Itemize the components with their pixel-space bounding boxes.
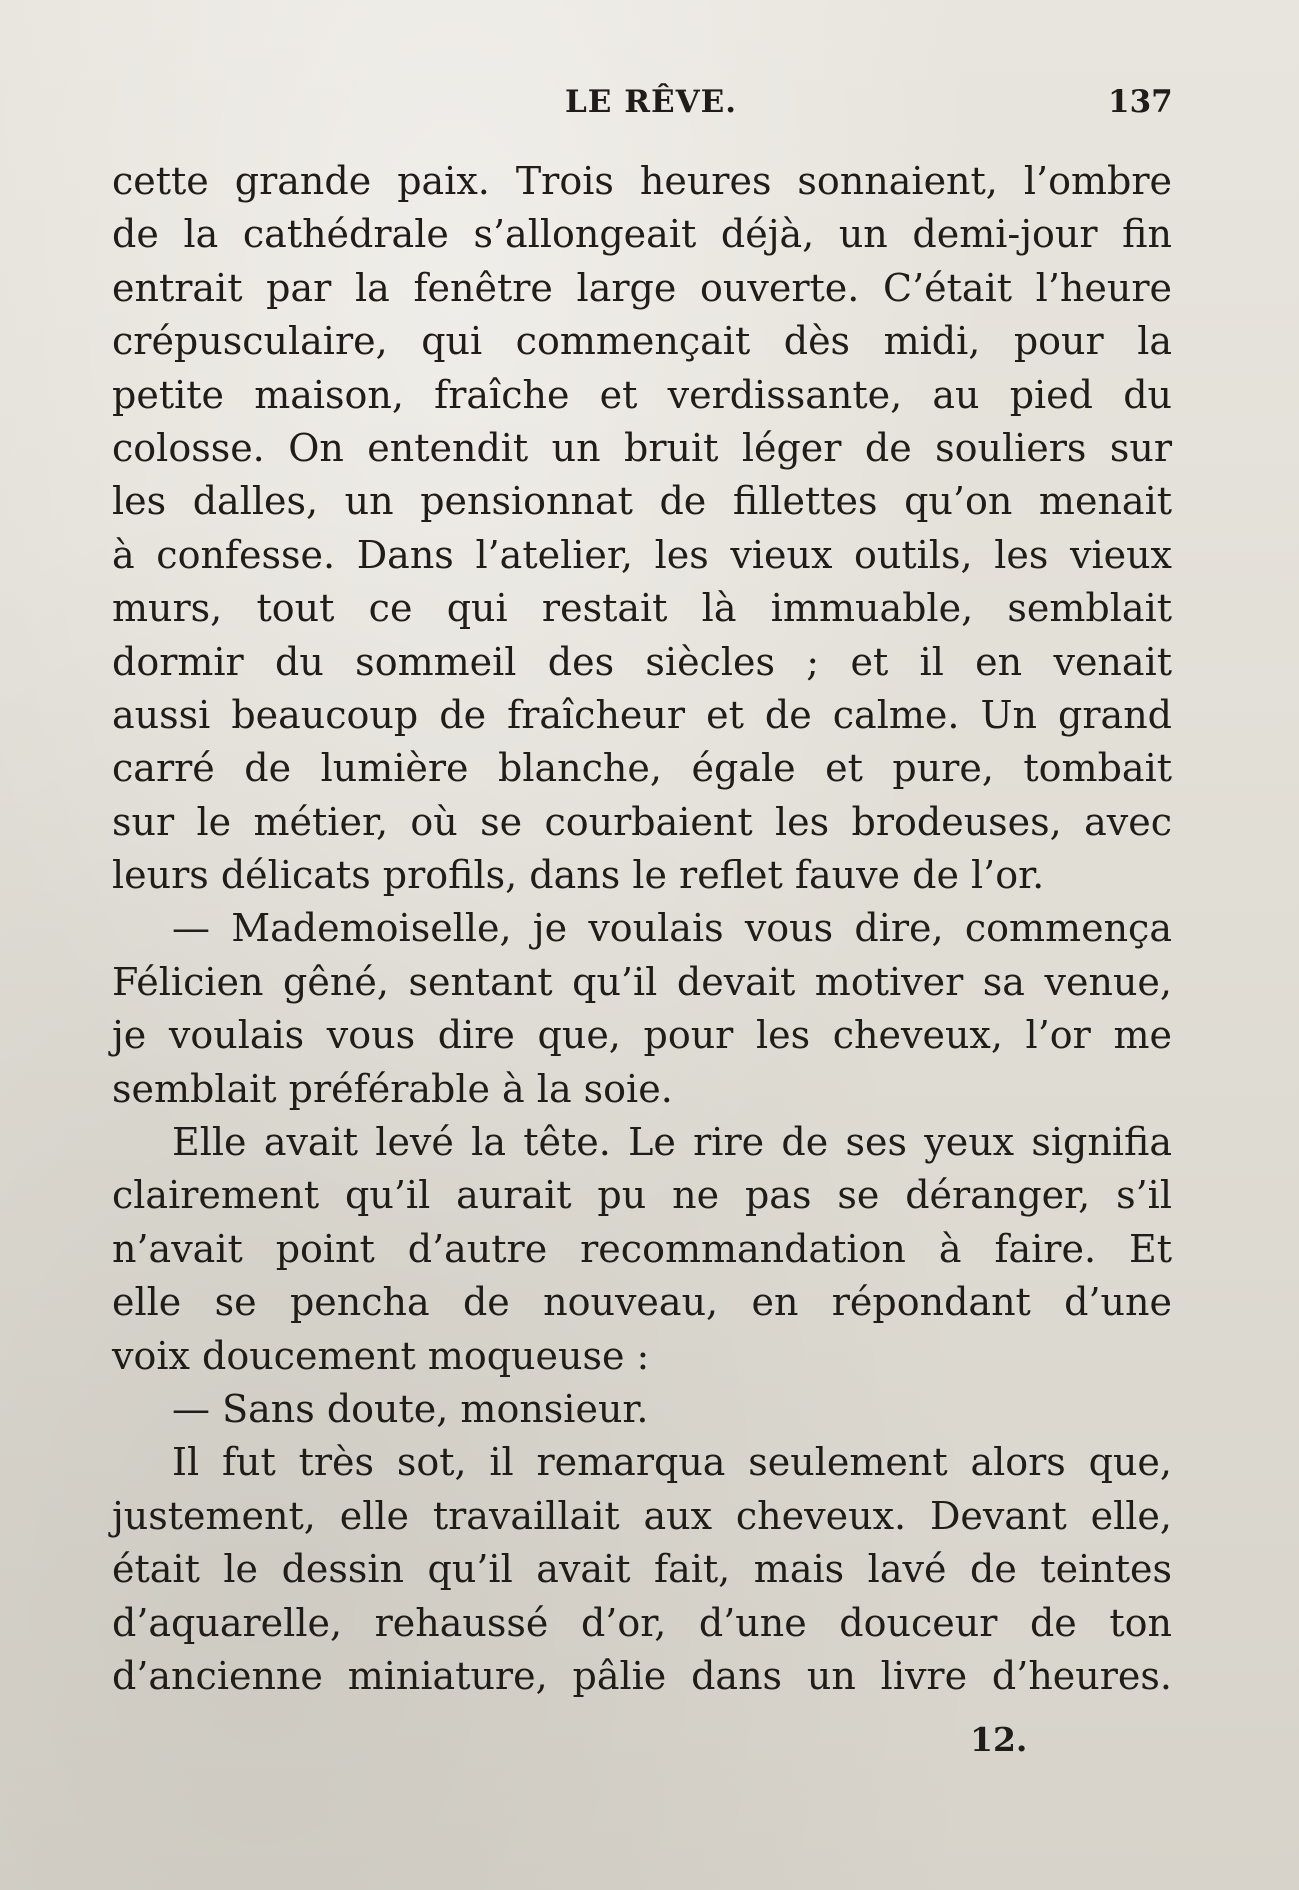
text-line: de la cathédrale s’allongeait déjà, un demi-jour fin bbox=[112, 212, 1172, 257]
text-line: était le dessin qu’il avait fait, mais lavé de teintes bbox=[112, 1547, 1172, 1592]
page-number: 137 bbox=[1108, 84, 1173, 120]
text-line: colosse. On entendit un bruit léger de souliers sur bbox=[112, 425, 1172, 470]
text-line: aussi beaucoup de fraîcheur et de calme. Un grand bbox=[112, 692, 1172, 737]
text-line: petite maison, fraîche et verdissante, au pied du bbox=[112, 372, 1172, 417]
text-line: leurs délicats profils, dans le reflet fauve de l’or. bbox=[112, 853, 1045, 898]
page-header bbox=[0, 84, 1299, 134]
text-line: Félicien gêné, sentant qu’il devait motiver sa venue, bbox=[112, 959, 1172, 1004]
text-line: Elle avait levé la tête. Le rire de ses yeux signifia bbox=[172, 1120, 1172, 1165]
text-line: les dalles, un pensionnat de fillettes qu’on menait bbox=[112, 479, 1172, 524]
text-line: crépusculaire, qui commençait dès midi, pour la bbox=[112, 319, 1172, 364]
text-line: n’avait point d’autre recommandation à faire. Et bbox=[112, 1226, 1172, 1271]
text-line: je voulais vous dire que, pour les cheveux, l’or me bbox=[112, 1013, 1172, 1058]
text-line: carré de lumière blanche, égale et pure, tombait bbox=[112, 746, 1172, 791]
text-line: d’ancienne miniature, pâlie dans un livre d’heures. bbox=[112, 1653, 1172, 1698]
text-line: — Mademoiselle, je voulais vous dire, commença bbox=[172, 906, 1172, 951]
text-line: clairement qu’il aurait pu ne pas se déranger, s’il bbox=[112, 1173, 1172, 1218]
text-line: d’aquarelle, rehaussé d’or, d’une douceur de ton bbox=[112, 1600, 1172, 1645]
text-line: dormir du sommeil des siècles ; et il en venait bbox=[112, 639, 1172, 684]
text-line: Il fut très sot, il remarqua seulement alors que, bbox=[172, 1440, 1172, 1485]
text-line: cette grande paix. Trois heures sonnaient, l’ombre bbox=[112, 159, 1172, 203]
text-line: voix doucement moqueuse : bbox=[112, 1333, 650, 1378]
signature-mark: 12. bbox=[970, 1720, 1028, 1759]
body-text bbox=[112, 155, 1172, 1703]
text-line: murs, tout ce qui restait là immuable, semblait bbox=[112, 586, 1172, 631]
running-title: LE RÊVE. bbox=[565, 84, 738, 120]
text-line: justement, elle travaillait aux cheveux. Devant elle, bbox=[112, 1493, 1172, 1538]
text-line: — Sans doute, monsieur. bbox=[172, 1386, 649, 1431]
text-line: semblait préférable à la soie. bbox=[112, 1066, 673, 1111]
text-line: à confesse. Dans l’atelier, les vieux outils, les vieux bbox=[112, 532, 1172, 577]
text-line: elle se pencha de nouveau, en répondant d’une bbox=[112, 1280, 1172, 1325]
text-line: sur le métier, où se courbaient les brodeuses, avec bbox=[112, 799, 1172, 844]
text-line: entrait par la fenêtre large ouverte. C’était l’heure bbox=[112, 265, 1172, 310]
